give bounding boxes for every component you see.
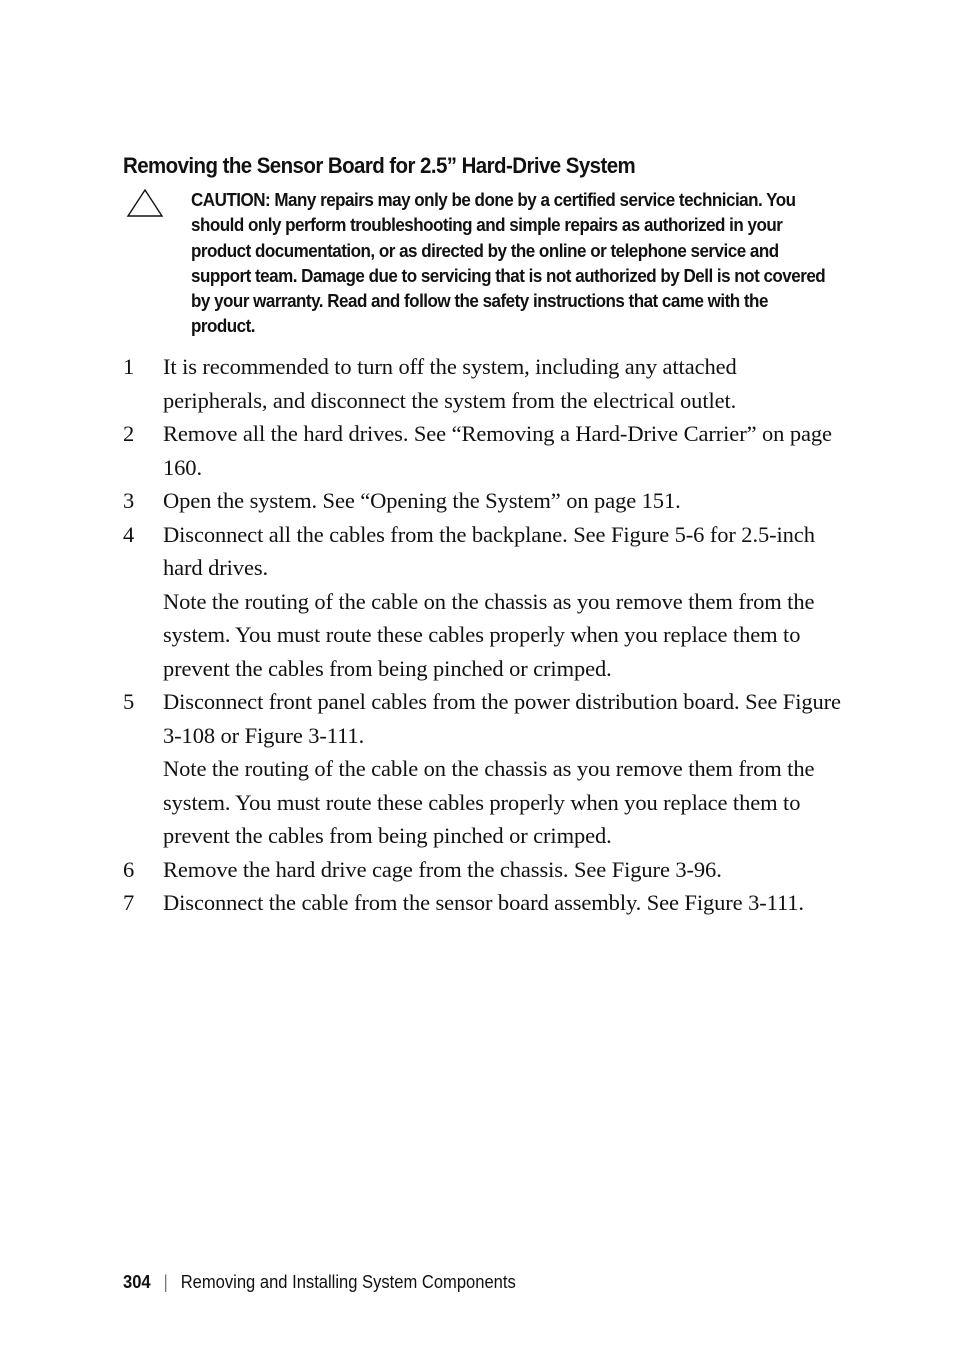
step-item: [123, 417, 843, 484]
step-item: [123, 350, 843, 417]
step-item: [123, 685, 843, 853]
step-text: Disconnect all the cables from the backplane. See Figure 5-6 for 2.5-inch hard drives.: [163, 521, 815, 580]
step-number: 1: [123, 354, 135, 379]
step-number: 5: [123, 689, 135, 714]
step-number: 2: [123, 421, 135, 446]
caution-text: CAUTION: Many repairs may only be done by a certified service technician. You should only perform troubleshooting and simple repairs as authorized in your product documentation, or as directed by the online or telephone service and support team. Damage due to servicing that is not authorized by Dell is not covered by your warranty. Read and follow the safety instructions that came with the product.: [191, 189, 826, 337]
step-text: Disconnect the cable from the sensor board assembly. See Figure 3-111.: [163, 890, 804, 915]
step-note: Note the routing of the cable on the chassis as you remove them from the system. You must route these cables properly when you replace them to prevent the cables from being pinched or crimped.: [163, 756, 815, 848]
step-item: [123, 484, 843, 518]
caution-triangle-icon: [126, 188, 164, 218]
chapter-title: Removing and Installing System Components: [180, 1272, 516, 1292]
step-text: Remove all the hard drives. See “Removing a Hard-Drive Carrier” on page 160.: [163, 421, 832, 480]
footer-separator: |: [163, 1272, 168, 1292]
step-text: Remove the hard drive cage from the chassis. See Figure 3-96.: [163, 856, 722, 882]
step-number: 4: [123, 521, 135, 547]
page-number: 304: [123, 1272, 151, 1292]
step-number: 7: [123, 890, 135, 915]
step-text: It is recommended to turn off the system, including any attached peripherals, and disconnect the system from the electrical outlet.: [163, 354, 737, 413]
step-text: Disconnect front panel cables from the power distribution board. See Figure 3-108 or Figure 3-111.: [163, 689, 841, 748]
step-note: Note the routing of the cable on the chassis as you remove them from the system. You must route these cables properly when you replace them to prevent the cables from being pinched or crimped.: [163, 588, 815, 681]
step-text: Open the system. See “Opening the System” on page 151.: [163, 488, 681, 513]
step-number: 3: [123, 488, 135, 513]
step-item: [123, 886, 843, 920]
step-item: [123, 853, 843, 887]
section-title: Removing the Sensor Board for 2.5” Hard-Drive System: [123, 153, 636, 178]
page-footer: [123, 1272, 516, 1293]
step-number: 6: [123, 856, 135, 882]
procedure-steps: [123, 350, 843, 920]
step-item: [123, 518, 843, 686]
